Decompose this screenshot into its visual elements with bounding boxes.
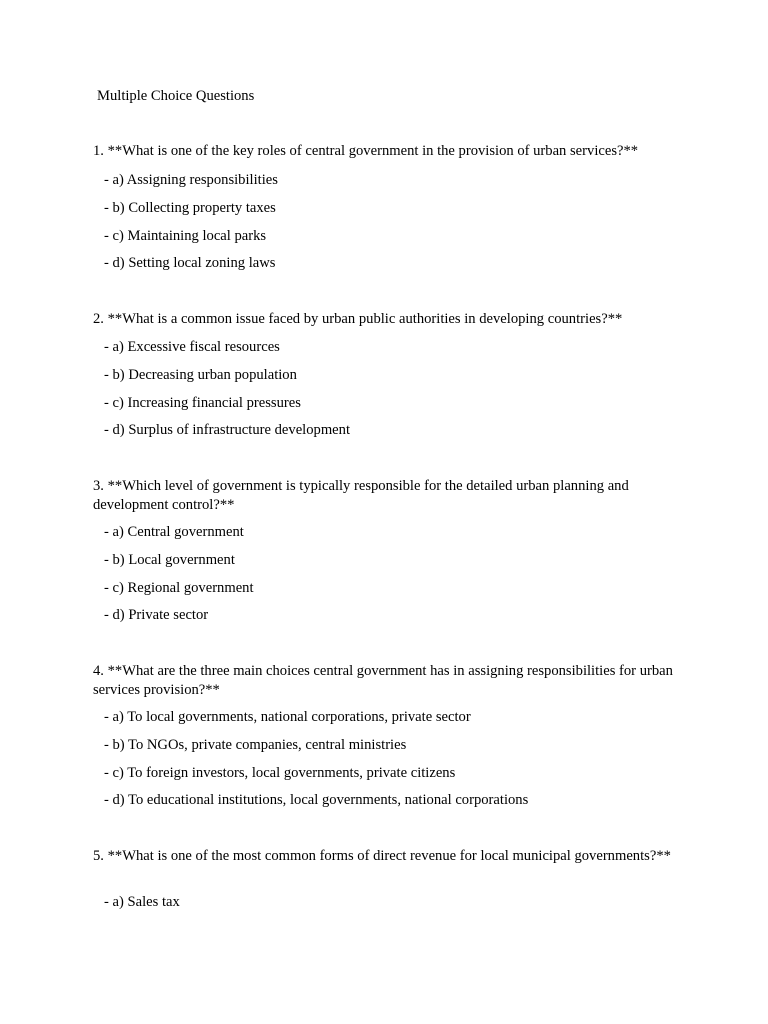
question-4-option-c: - c) To foreign investors, local governments, private citizens xyxy=(104,764,456,781)
question-3-text: 3. **Which level of government is typically responsible for the detailed urban planning and development control?** xyxy=(93,478,629,513)
question-2-option-b: - b) Decreasing urban population xyxy=(104,366,297,383)
question-5-text: 5. **What is one of the most common forms of direct revenue for local municipal governments?** xyxy=(93,848,671,864)
question-2-option-a: - a) Excessive fiscal resources xyxy=(104,339,280,355)
question-4-text: 4. **What are the three main choices central government has in assigning responsibilities for urban services provision?** xyxy=(93,663,673,698)
question-1-text: 1. **What is one of the key roles of central government in the provision of urban services?** xyxy=(93,143,639,159)
question-5-option-a: - a) Sales tax xyxy=(104,894,180,910)
question-1-option-c: - c) Maintaining local parks xyxy=(104,227,267,244)
question-4-option-b: - b) To NGOs, private companies, central ministries xyxy=(104,736,407,753)
question-1-option-a: - a) Assigning responsibilities xyxy=(104,172,278,188)
question-5-options xyxy=(104,893,180,921)
document-title: Multiple Choice Questions xyxy=(97,88,255,104)
question-3-options xyxy=(104,523,254,634)
question-3-option-d: - d) Private sector xyxy=(104,607,209,624)
question-4-options xyxy=(104,708,528,819)
question-2-option-c: - c) Increasing financial pressures xyxy=(104,394,301,411)
question-2-text: 2. **What is a common issue faced by urban public authorities in developing countries?** xyxy=(93,311,623,327)
question-4-option-a: - a) To local governments, national corporations, private sector xyxy=(104,709,471,725)
question-2-option-d: - d) Surplus of infrastructure development xyxy=(104,422,350,439)
question-3-option-a: - a) Central government xyxy=(104,524,244,540)
question-3-option-c: - c) Regional government xyxy=(104,579,254,596)
question-4-option-d: - d) To educational institutions, local governments, national corporations xyxy=(104,792,529,809)
question-1-option-b: - b) Collecting property taxes xyxy=(104,199,276,216)
question-1-option-d: - d) Setting local zoning laws xyxy=(104,255,276,272)
question-1-options xyxy=(104,171,278,282)
question-3-option-b: - b) Local government xyxy=(104,551,235,568)
question-2-options xyxy=(104,338,350,449)
